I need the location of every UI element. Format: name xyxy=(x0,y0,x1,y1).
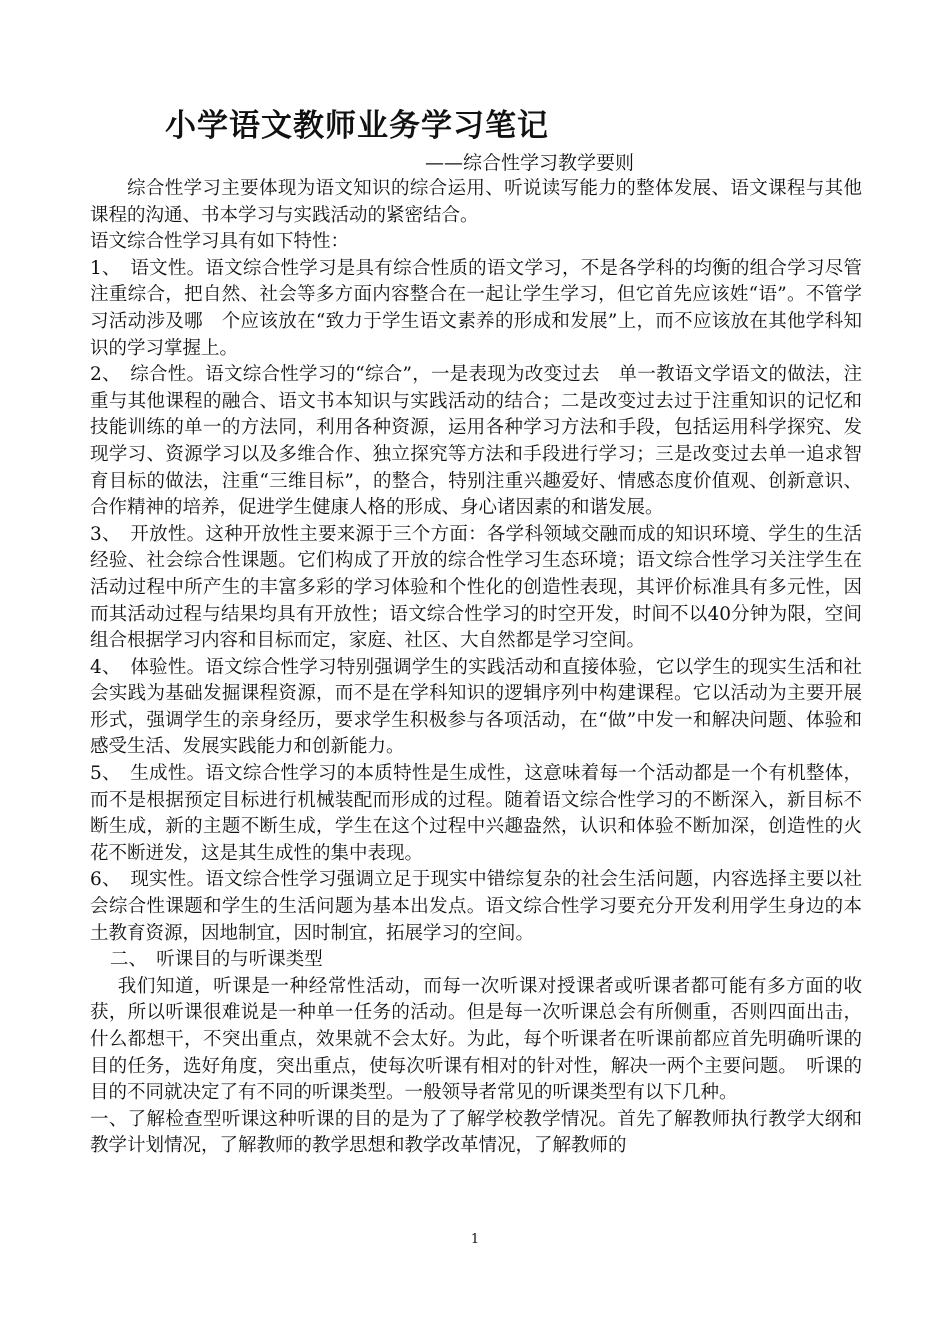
feature-item-2: 2、 综合性。语文综合性学习的“综合”，一是表现为改变过去 单一教语文学语文的做法，注重与其他课程的融合、语文书本知识与实践活动的结合；二是改变过去过于注重知识的记忆和技能训练的单一的方法同，利用各种资源，运用各种学习方法和手段，包括运用科学探究、发现学习、资源学习以及多维合作、独立探究等方法和手段进行学习；三是改变过去单一追求智育目标的做法，注重“三维目标”，的整合，特别注重兴趣爱好、情感态度价值观、创新意识、合作精神的培养，促进学生健康人格的形成、身心诸因素的和谐发展。 xyxy=(90,364,862,519)
feature-item-5: 5、 生成性。语文综合性学习的本质特性是生成性，这意味着每一个活动都是一个有机整体，而不是根据预定目标进行机械装配而形成的过程。随着语文综合性学习的不断深入，新目标不断生成，新的主题不断生成，学生在这个过程中兴趣盎然，认识和体验不断加深，创造性的火花不断迸发，这是其生成性的集中表现。 xyxy=(90,763,862,864)
listening-type-1-paragraph: 一、了解检查型听课这种听课的目的是为了了解学校教学情况。首先了解教师执行教学大纲和教学计划情况，了解教师的教学思想和教学改革情况，了解教师的 xyxy=(90,1108,862,1157)
feature-item-4: 4、 体验性。语文综合性学习特别强调学生的实践活动和直接体验，它以学生的现实生活和社会实践为基础发掘课程资源，而不是在学科知识的逻辑序列中构建课程。它以活动为主要开展形式，强调学生的亲身经历，要求学生积极参与各项活动，在“做”中发一和解决问题、体验和感受生活、发展实践能力和创新能力。 xyxy=(90,656,862,758)
feature-item-3: 3、 开放性。这种开放性主要来源于三个方面：各学科领域交融而成的知识环境、学生的生活经验、社会综合性课题。它们构成了开放的综合性学习生态环境；语文综合性学习关注学生在活动过程中所产生的丰富多彩的学习体验和个性化的创造性表现，其评价标准具有多元性，因而其活动过程与结果均具有开放性；语文综合性学习的时空开发，时间不以40分钟为限，空间组合根据学习内容和目标而定，家庭、社区、大自然都是学习空间。 xyxy=(90,523,862,652)
listening-intro-paragraph: 我们知道，听课是一种经常性活动，而每一次听课对授课者或听课者都可能有多方面的收获，所以听课很难说是一种单一任务的活动。但是每一次听课总会有所侧重，否则四面出击，什么都想干，不突出重点，效果就不会太好。为此，每个听课者在听课前都应首先明确听课的目的任务，选好角度，突出重点，使每次听课有相对的针对性，解决一两个主要问题。 听课的目的不同就决定了有不同的听课类型。一般领导者常见的听课类型有以下几种。 xyxy=(90,975,862,1104)
features-lead-paragraph: 语文综合性学习具有如下特性： xyxy=(90,231,350,253)
document-subtitle: ——综合性学习教学要则 xyxy=(425,152,635,174)
section-heading-2: 二、 听课目的与听课类型 xyxy=(110,949,323,971)
feature-item-6: 6、 现实性。语文综合性学习强调立足于现实中错综复杂的社会生活问题，内容选择主要以社会综合性课题和学生的生活问题为基本出发点。语文综合性学习要充分开发利用学生身边的本土教育资源，因地制宜，因时制宜，拓展学习的空间。 xyxy=(90,869,862,944)
intro-paragraph: 综合性学习主要体现为语文知识的综合运用、听说读写能力的整体发展、语文课程与其他课程的沟通、书本学习与实践活动的紧密结合。 xyxy=(90,178,862,226)
document-title: 小学语文教师业务学习笔记 xyxy=(165,108,549,144)
feature-item-1: 1、 语文性。语文综合性学习是具有综合性质的语文学习，不是各学科的均衡的组合学习尽管注重综合，把自然、社会等多方面内容整合在一起让学生学习，但它首先应该姓“语”。不管学习活动涉及哪 个应该放在“致力于学生语文素养的形成和发展”上，而不应该放在其他学科知识的学习掌握上。 xyxy=(90,257,862,359)
document-body xyxy=(90,176,862,1160)
page-number: 1 xyxy=(470,1232,480,1247)
